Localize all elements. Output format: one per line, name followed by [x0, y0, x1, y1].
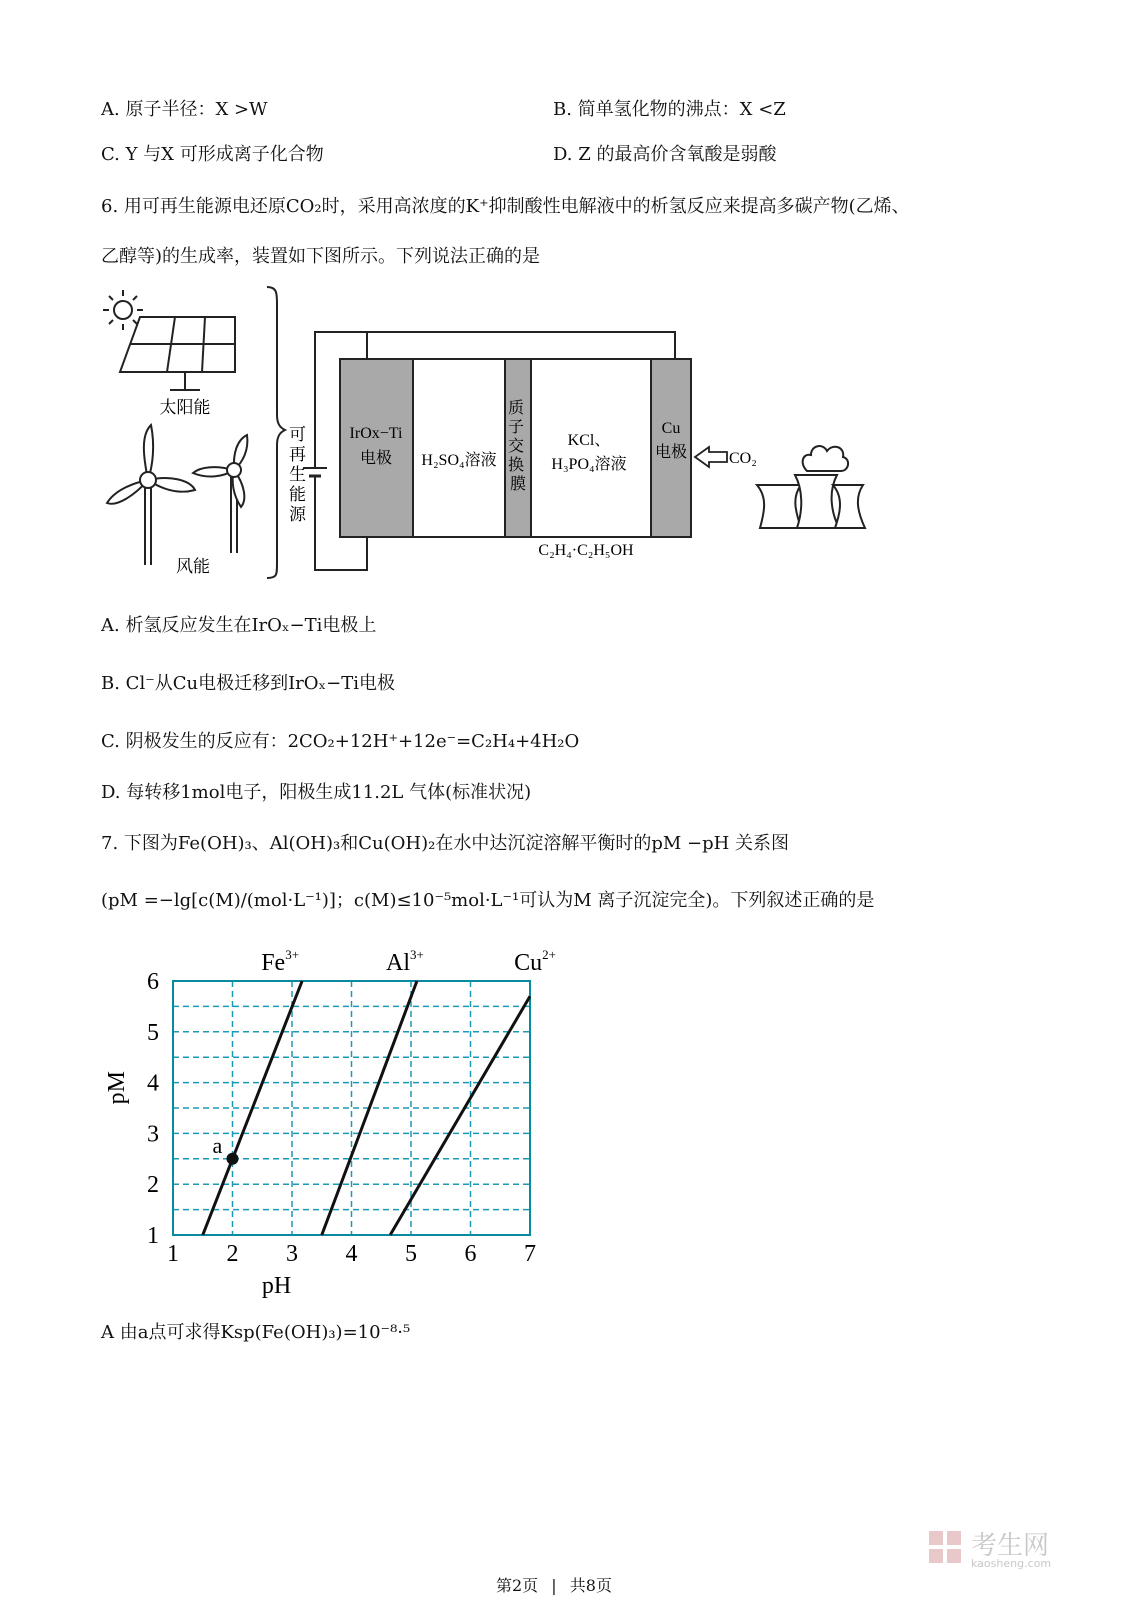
wind-turbine-icon	[107, 425, 195, 565]
right-solution-label: KCl、	[567, 432, 611, 449]
q5-option-a: A. 原子半径：X >W	[101, 99, 268, 120]
x-tick-label: 6	[464, 1241, 477, 1267]
solar-panel-icon	[120, 317, 235, 390]
solar-label: 太阳能	[159, 398, 211, 417]
q6-option-a: A. 析氢反应发生在IrOₓ−Ti电极上	[101, 615, 377, 636]
y-tick-label: 4	[147, 1070, 159, 1097]
watermark-logo-icon	[927, 1527, 965, 1569]
x-tick-label: 7	[524, 1241, 536, 1267]
page-total: 共8页	[569, 1576, 612, 1595]
q5-option-c: C. Y 与X 可形成离子化合物	[101, 144, 324, 165]
electrolysis-diagram	[95, 285, 885, 585]
page-footer	[496, 1573, 612, 1596]
co2-label: CO₂	[729, 450, 757, 467]
chart-grid	[173, 981, 530, 1235]
x-axis-label: pH	[261, 1273, 292, 1299]
left-solution-label: H₂SO₄溶液	[421, 452, 497, 469]
pm-ph-chart	[100, 938, 600, 1303]
y-tick-label: 6	[147, 969, 159, 995]
q6-stem-line-1: 6. 用可再生能源电还原CO₂时，采用高浓度的K⁺抑制酸性电解液中的析氢反应来提高多碳产物(乙烯、	[101, 196, 910, 217]
watermark-brand: 考生网	[971, 1531, 1050, 1561]
renewable-label: 可 再 生 能 源	[289, 425, 306, 524]
anode-label-2: 电极	[359, 450, 393, 467]
wind-label: 风能	[176, 557, 210, 576]
q7-stem-line-2: (pM =−lg[c(M)/(mol·L⁻¹)]；c(M)≤10⁻⁵mol·L⁻¹可认为M 离子沉淀完全)。下列叙述正确的是	[101, 890, 875, 911]
q5-option-d: D. Z 的最高价含氧酸是弱酸	[553, 144, 777, 165]
y-axis-label: pM	[104, 1071, 130, 1105]
q6-option-c: C. 阴极发生的反应有：2CO₂+12H⁺+12e⁻=C₂H₄+4H₂O	[101, 731, 580, 752]
membrane-label: 质 子 交 换 膜	[507, 400, 527, 493]
y-tick-label: 5	[147, 1019, 159, 1046]
footer-separator: |	[551, 1576, 557, 1595]
wind-turbine-icon	[193, 435, 247, 553]
series-label-Cu2+: $Cu^{2+}$	[514, 947, 556, 976]
q5-option-b: B. 简单氢化物的沸点：X <Z	[553, 99, 786, 120]
x-tick-label: 2	[226, 1241, 239, 1267]
series-label-Al3+: $Al^{3+}$	[386, 947, 424, 976]
anode-electrode	[340, 359, 413, 537]
bracket	[267, 287, 285, 578]
data-point-a	[227, 1153, 239, 1165]
x-tick-label: 4	[345, 1241, 358, 1267]
y-tick-label: 3	[147, 1121, 159, 1148]
q6-option-d: D. 每转移1mol电子，阳极生成11.2L 气体(标准状况)	[101, 782, 532, 803]
products-label: C₂H₄·C₂H₅OH	[538, 542, 634, 559]
y-tick-label: 1	[147, 1223, 159, 1249]
page-number: 第2页	[496, 1576, 539, 1595]
series-label-Fe3+: $Fe^{3+}$	[261, 947, 300, 976]
watermark	[927, 1525, 1087, 1573]
q6-stem-line-2: 乙醇等)的生成率，装置如下图所示。下列说法正确的是	[101, 246, 541, 267]
cathode-label-2: 电极	[654, 444, 688, 461]
x-tick-label: 5	[405, 1241, 417, 1267]
watermark-domain: kaosheng.com	[971, 1557, 1052, 1570]
q7-stem-line-1: 7. 下图为Fe(OH)₃、Al(OH)₃和Cu(OH)₂在水中达沉淀溶解平衡时的pM −pH 关系图	[101, 833, 790, 854]
q6-option-b: B. Cl⁻从Cu电极迁移到IrOₓ−Ti电极	[101, 673, 396, 694]
data-point-label: a	[212, 1132, 223, 1158]
q7-option-a: A 由a点可求得Ksp(Fe(OH)₃)=10⁻⁸·⁵	[101, 1322, 411, 1343]
anode-label: IrOx−Ti	[349, 425, 403, 442]
x-tick-label: 3	[286, 1241, 298, 1267]
y-tick-label: 2	[147, 1172, 159, 1199]
factory-icon	[757, 446, 865, 528]
cathode-label: Cu	[661, 420, 681, 437]
co2-arrow-icon	[695, 447, 727, 467]
x-tick-label: 1	[167, 1241, 179, 1267]
right-solution-label-2: H₃PO₄溶液	[551, 456, 627, 473]
